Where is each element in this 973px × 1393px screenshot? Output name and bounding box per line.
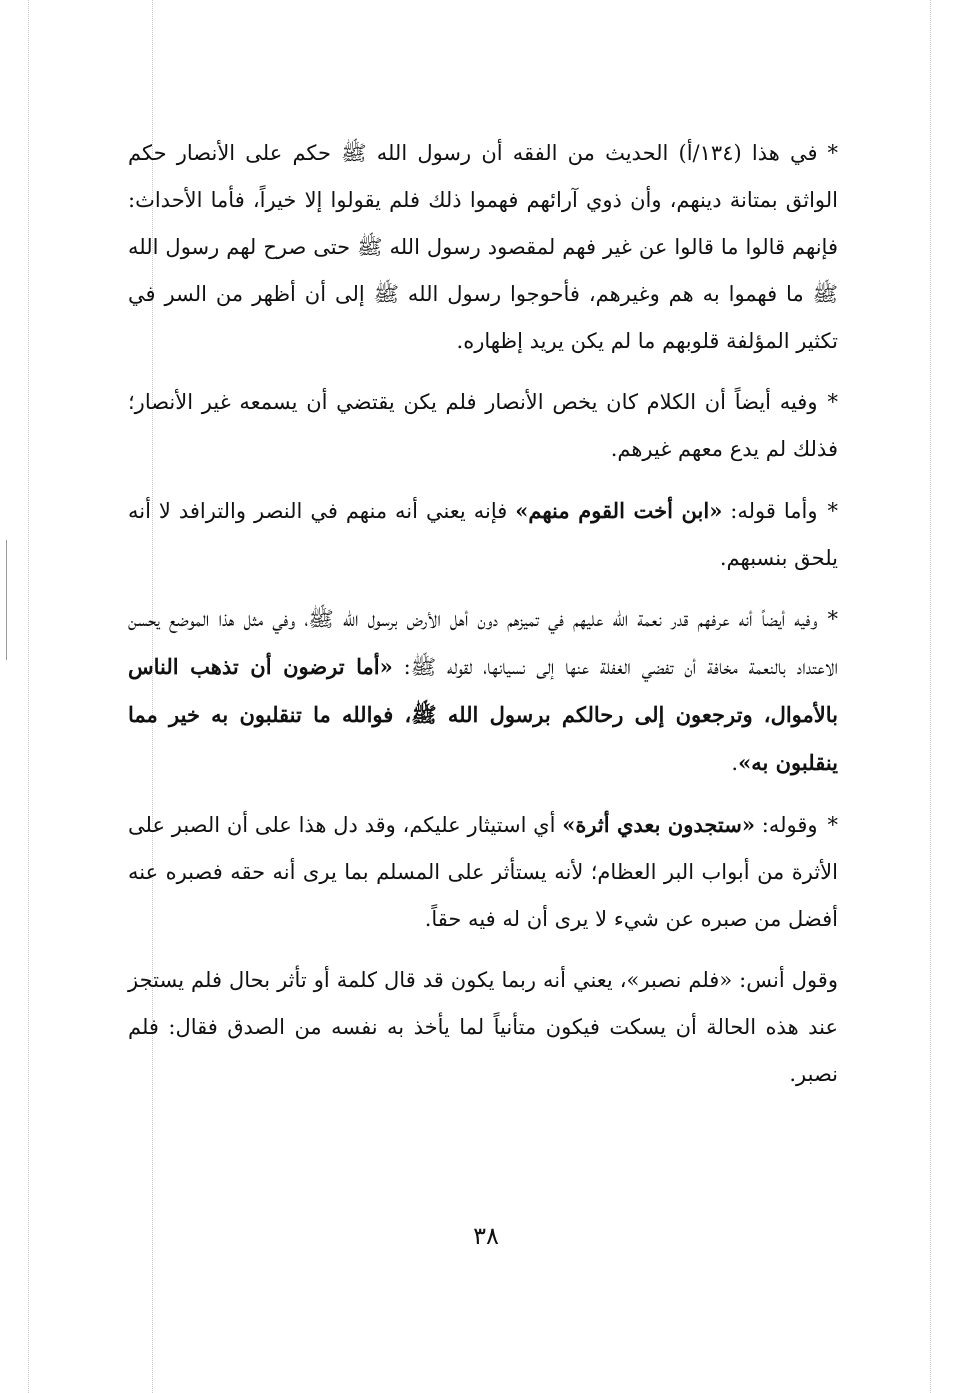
paragraph (128, 487, 838, 582)
paragraph (128, 801, 838, 943)
paragraph-text: أي استيثار عليكم، وقد دل هذا على أن الصبر على الأثرة من أبواب البر العظام؛ لأنه يستأثر على المسلم بما يرى أنه حقه فصبره عنه أفضل من صبره عن شيء لا يرى أن له فيه حقاً. (128, 813, 838, 931)
quoted-hadith-text: «أما ترضون أن تذهب الناس بالأموال، وترجعون إلى رحالكم برسول الله ﷺ، فوالله ما تنقلبون به خير مما ينقلبون به» (128, 654, 838, 775)
scan-dotted-line (28, 0, 29, 1393)
quoted-hadith-text: «ستجدون بعدي أثرة» (562, 812, 755, 837)
paragraph (128, 130, 838, 365)
paragraph-text: وفيه أيضاً أن الكلام كان يخص الأنصار فلم يكن يقتضي أن يسمعه غير الأنصار؛ فذلك لم يدع معهم غيرهم. (128, 390, 838, 461)
binding-edge-mark (6, 540, 7, 660)
paragraph (128, 379, 838, 473)
paragraph-text: وفيه أيضاً أنه عرفهم قدر نعمة الله عليهم في تميزهم دون أهل الأرض برسول الله ﷺ، وفي مثل هذا الموضع يحسن الاعتداد بالنعمة مخافة أن تفضي الغفلة عنها إلى نسيانها، لقوله ﷺ: (128, 607, 838, 679)
paragraph-text: . (731, 751, 739, 775)
paragraph-marker: * (827, 141, 838, 165)
paragraph-text: فإنه يعني أنه منهم في النصر والترافد لا أنه يلحق بنسبهم. (128, 499, 838, 570)
paragraph-marker: * (827, 499, 839, 523)
paragraph-marker: * (827, 813, 839, 837)
paragraph (128, 596, 838, 787)
page-number: ٣٨ (473, 1222, 499, 1250)
paragraph-text: في هذا (١٣٤/أ) الحديث من الفقه أن رسول الله ﷺ حكم على الأنصار حكم الواثق بمتانة دينهم، وأن ذوي آرائهم فهموا ذلك فلم يقولوا إلا خيراً، فأما الأحداث: فإنهم قالوا ما قالوا عن غير فهم لمقصود رسول الله ﷺ حتى صرح لهم رسول الله ﷺ ما فهموا به هم وغيرهم، فأحوجوا رسول الله ﷺ إلى أن أظهر من السر في تكثير المؤلفة قلوبهم ما لم يكن يريد إظهاره. (128, 141, 838, 353)
scan-dotted-line (930, 0, 931, 1393)
quoted-hadith-text: «ابن أخت القوم منهم» (515, 498, 723, 523)
paragraph-marker: * (827, 607, 838, 631)
body-text (128, 130, 838, 1112)
paragraph-text: وأما قوله: (722, 499, 818, 523)
paragraph-marker: * (827, 390, 838, 414)
paragraph (128, 957, 838, 1098)
paragraph-text: وقول أنس: «فلم نصبر»، يعني أنه ربما يكون قد قال كلمة أو تأثر بحال فلم يستجز عند هذه الحالة أن يسكت فيكون متأنياً لما يأخذ به نفسه من الصدق فقال: فلم نصبر. (128, 968, 838, 1086)
paragraph-text: وقوله: (755, 813, 818, 837)
